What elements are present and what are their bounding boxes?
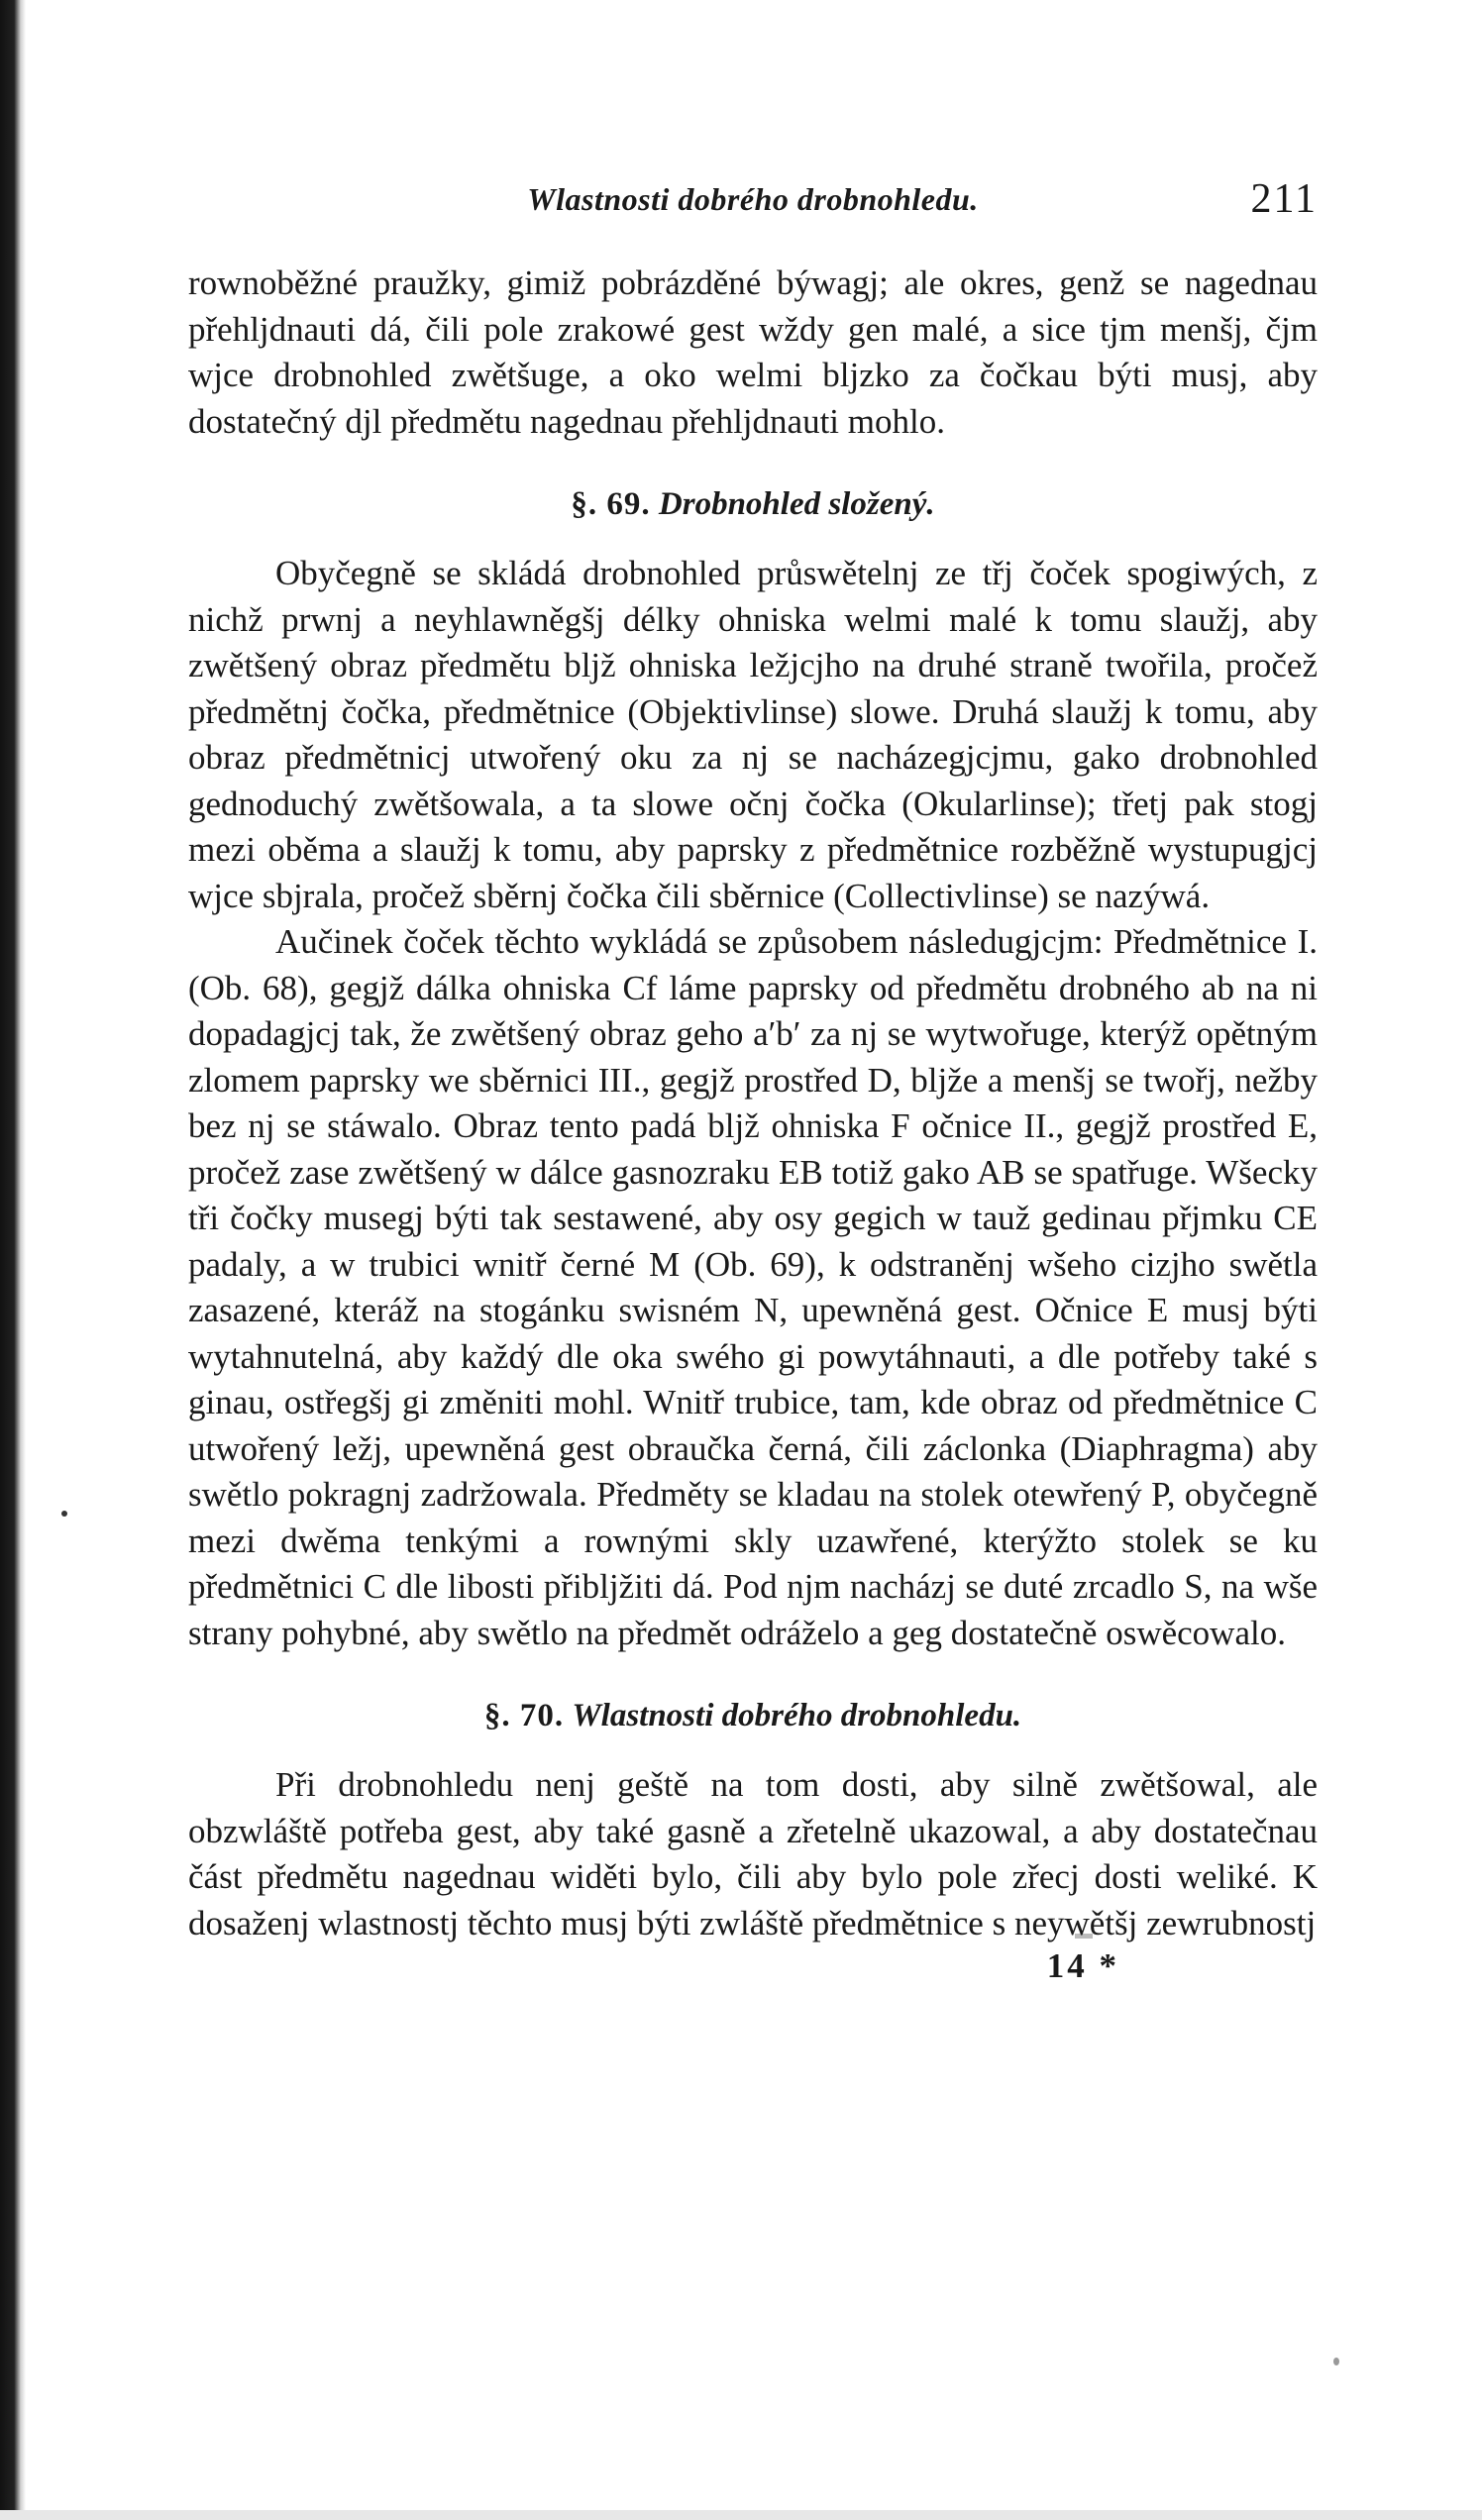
section-number: §. 69. [571, 486, 651, 522]
running-title: Wlastnosti dobrého drobnohledu. [527, 181, 979, 217]
section-69-paragraph-2: Aučinek čoček těchto wykládá se způsobem následugjcjm: Předmětnice I. (Ob. 68), gegjž dálka ohniska Cf láme paprsky od předmětu drobného ab na ni dopadagjcj tak, že zwětšený obraz geho a′b′ za nj se wytwořuge, kterýž opětným zlomem paprsky we sběrnici III., gegjž prostřed D, bljže a menšj se twořj, nežby bez nj se stáwalo. Obraz tento padá bljž ohniska F očnice II., gegjž prostřed E, pročež zase zwětšený w dálce gasnozraku EB totiž gako AB se spatřuge. Wšecky tři čočky musegj býti tak sestawené, aby osy gegich w tauž gedinau přjmku CE padaly, a w trubici wnitř černé M (Ob. 69), k odstraněnj wšeho cizjho swětla zasazené, kteráž na stogánku swisném N, upewněná gest. Očnice E musj býti wytahnutelná, aby každý dle oka swého gi powytáhnauti, a dle potřeby také s ginau, ostřegšj gi změniti mohl. Wnitř trubice, tam, kde obraz od předmětnice C utwořený ležj, upewněná gest obraučka černá, čili záclonka (Diaphragma) aby swětlo pokragnj zadržowala. Předměty se kladau na stolek otewřený P, obyčegně mezi dwěma tenkými a rownými skly uzawřené, kterýžto stolek se ku předmětnici C dle libosti přibljžiti dá. Pod njm nacházj se duté zrcadlo S, na wše strany pohybné, aby swětlo na předmět odráželo a geg dostatečně oswěcowalo. [188, 922, 1318, 1652]
section-69-paragraph-1: Obyčegně se skládá drobnohled průswětelnj ze třj čoček spogiwých, z nichž prwnj a neyhlawněgšj délky ohniska welmi malé k tomu slaužj, aby zwětšený obraz předmětu bljž ohniska ležjcjho na druhé straně twořila, pročež předmětnj čočka, předmětnice (Objektivlinse) slowe. Druhá slaužj k tomu, aby obraz předmětnicj utwořený oku za nj se nacházegjcjmu, gako drobnohled gednoduchý zwětšowala, a ta slowe očnj čočka (Okularlinse); třetj pak stogj mezi oběma a slaužj k tomu, aby paprsky z předmětnice rozběžně wystupugjcj wjce sbjrala, pročež sběrnj čočka čili sběrnice (Collectivlinse) se nazýwá. [188, 554, 1318, 915]
page-body [188, 261, 1318, 1992]
section-69-heading [188, 486, 1318, 523]
section-title: Wlastnosti dobrého drobnohledu. [572, 1698, 1022, 1733]
signature-mark: 14 * [1046, 1946, 1119, 1985]
page-number: 211 [1250, 176, 1318, 222]
intro-paragraph: rownoběžné praužky, gimiž pobrázděné býwagj; ale okres, genž se nagednau přehljdnauti dá, čili pole zrakowé gest wždy gen malé, a sice tjm menšj, čjm wjce drobnohled zwětšuge, a oko welmi bljzko za čočkau býti musj, aby dostatečný djl předmětu nagednau přehljdnauti mohlo. [188, 263, 1318, 441]
page-bottom-edge [0, 2510, 1482, 2520]
section-70-paragraph-1: Při drobnohledu nenj geště na tom dosti, aby silně zwětšowal, ale obzwláště potřeba gest, aby také gasně a zřetelně ukazowal, a aby dostatečnau část předmětu nagednau widěti bylo, čili aby bylo pole zřecj dosti weliké. K dosaženj wlastnostj těchto musj býti zwláště předmětnice s neywětšj zewrubnostj [188, 1765, 1318, 1942]
book-page [188, 173, 1318, 1992]
section-number: §. 70. [483, 1698, 565, 1733]
running-head [188, 173, 1318, 233]
book-spine-shadow [0, 0, 26, 2520]
signature-mark-line [188, 1946, 1318, 1992]
ink-speck [1333, 2358, 1339, 2365]
section-70-heading [188, 1698, 1318, 1734]
ink-speck [61, 1511, 67, 1517]
section-title: Drobnohled složený. [658, 486, 935, 522]
